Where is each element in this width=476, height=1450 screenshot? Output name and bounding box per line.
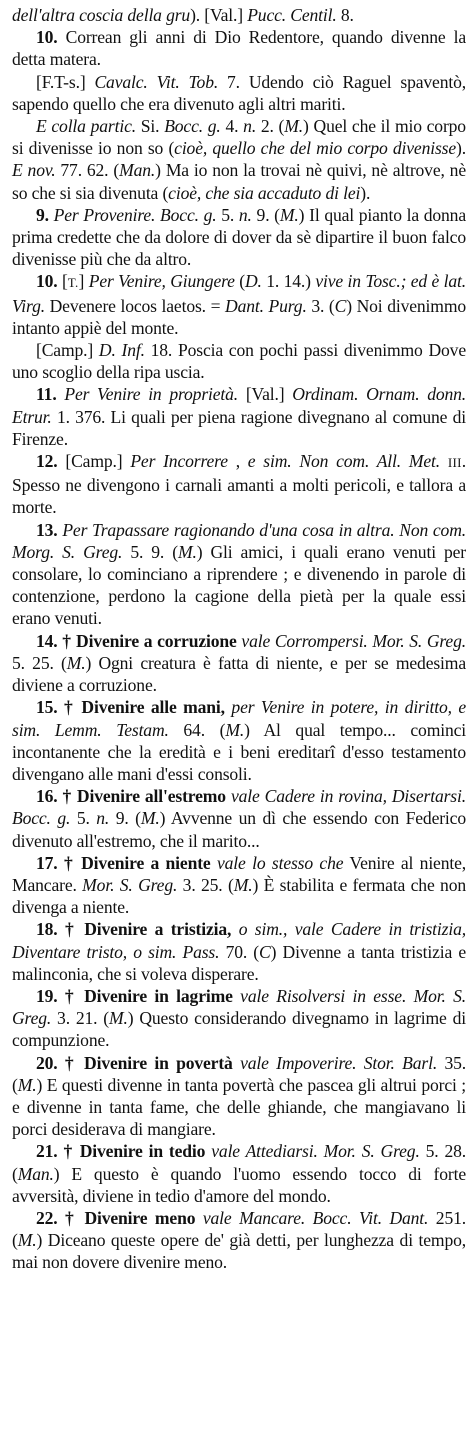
entry-paragraph: 14. † Divenire a corruzione vale Corrompersi. Mor. S. Greg. 5. 25. (M.) Ogni creatura è fatta di niente, e per se medesima diviene a corruzione. (12, 630, 466, 696)
entry-paragraph: 9. Per Provenire. Bocc. g. 5. n. 9. (M.) Il qual pianto la donna prima credette che da dolore di dover da sè dipartire il buon falco divenisse più che da altro. (12, 204, 466, 270)
entry-paragraph: 22. † Divenire meno vale Mancare. Bocc. Vit. Dant. 251. (M.) Diceano queste opere de' già detti, per lunghezza di tempo, mai non dovere divenire meno. (12, 1207, 466, 1273)
entry-paragraph: 11. Per Venire in proprietà. [Val.] Ordinam. Ornam. donn. Etrur. 1. 376. Li quali per piena ragione divegnano al comune di Firenze. (12, 384, 467, 449)
entry-paragraph: E colla partic. Si. Bocc. g. 4. n. 2. (M.) Quel che il mio corpo si divenisse io non so (cioè, quello che del mio corpo divenisse). E nov. 77. 62. (Man.) Ma io non la trovai nè quivi, nè altrove, nè so che si sia divenuta (cioè, che sia accaduto di lei). (12, 116, 466, 203)
entry-paragraph: 16. † Divenire all'estremo vale Cadere in rovina, Disertarsi. Bocc. g. 5. n. 9. (M.) Avvenne un dì che essendo con Federico divenuto all'estremo, che il marito... (12, 786, 466, 851)
entry-continuation: dell'altra coscia della gru). [Val.] Pucc. Centil. 8. (12, 5, 354, 25)
entry-paragraph: 20. † Divenire in povertà vale Impoverire. Stor. Barl. 35. (M.) E questi divenne in tanta povertà che pascea gli altrui porci ; e divenne in tanta fame, che delle ghiande, che mangiavano li porci desiderava di mangiare. (12, 1052, 466, 1140)
entry-paragraph: 18. † Divenire a tristizia, o sim., vale Cadere in tristizia, Diventare tristo, o sim. Pass. 70. (C) Divenne a tanta tristizia e malinconia, che si voleva disperare. (12, 919, 467, 984)
entry-paragraph: 12. [Camp.] Per Incorrere , e sim. Non com. All. Met. III. Spesso ne divengono i carnali amanti a molti pericoli, e tallora a morte. (12, 451, 466, 518)
entry-paragraph: 21. † Divenire in tedio vale Attediarsi. Mor. S. Greg. 5. 28. (Man.) E questo è quando l'uomo essendo tocco di forte avversità, diviene in tedio d'amore del mondo. (12, 1141, 467, 1206)
entry-paragraph: 10. Correan gli anni di Dio Redentore, quando divenne la detta matera. (12, 27, 466, 70)
entry-paragraph: 15. † Divenire alle mani, per Venire in potere, in diritto, e sim. Lemm. Testam. 64. (M.) Al qual tempo... cominci incontanente che la eredità e i beni ereditarî d'esso testamento divengano alle mani d'essi consoli. (12, 697, 467, 784)
entry-paragraph: 10. [T.] Per Venire, Giungere (D. 1. 14.) vive in Tosc.; ed è lat. Virg. Devenere locos laetos. = Dant. Purg. 3. (C) Noi divenimmo intanto appiè del monte. (12, 271, 466, 338)
entry-paragraph: [Camp.] D. Inf. 18. Poscia con pochi passi divenimmo Dove uno scoglio della ripa uscia. (12, 340, 466, 383)
entry-paragraph: 17. † Divenire a niente vale lo stesso che Venire al niente, Mancare. Mor. S. Greg. 3. 25. (M.) È stabilita e fermata che non divenga a niente. (12, 852, 467, 918)
entry-paragraph: 19. † Divenire in lagrime vale Risolversi in esse. Mor. S. Greg. 3. 21. (M.) Questo considerando divegnamo in lagrime di compunzione. (12, 985, 467, 1051)
entry-paragraph: [F.T-s.] Cavalc. Vit. Tob. 7. Udendo ciò Raguel spaventò, sapendo quello che era divenuto agli altri mariti. (12, 71, 466, 114)
entry-paragraph: 13. Per Trapassare ragionando d'una cosa in altra. Non com. Morg. S. Greg. 5. 9. (M.) Gli amici, i quali erano venuti per consolare, lo cominciano a riprendere ; e divenendo in parole di contenzione, perdono la cagione della pietà per la quale essi erano venuti. (12, 519, 467, 629)
